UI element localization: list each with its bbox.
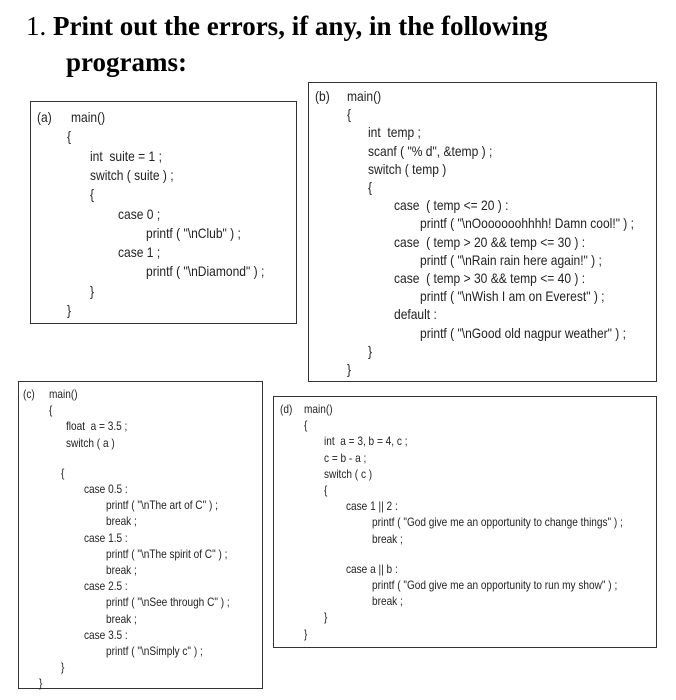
program-d-box	[273, 396, 657, 648]
code-line: main()	[304, 402, 333, 416]
code-line: printf ( "\nSee through C" ) ;	[106, 595, 230, 610]
code-line: switch ( a )	[66, 435, 115, 450]
code-line: case ( temp <= 20 ) :	[394, 197, 509, 214]
code-line: }	[39, 676, 43, 691]
code-line: }	[347, 361, 352, 377]
code-line: case 2.5 :	[84, 579, 128, 594]
code-line: default :	[394, 306, 437, 323]
code-line: printf ( "\nDiamond" ) ;	[146, 263, 265, 280]
code-line: int temp ;	[368, 124, 421, 141]
code-line: printf ( "\nSimply c" ) ;	[106, 644, 203, 658]
code-line: case a || b :	[346, 561, 398, 576]
code-line: case ( temp > 20 && temp <= 30 ) :	[394, 233, 586, 250]
code-line: case 1 || 2 :	[346, 499, 398, 514]
code-line: switch ( suite ) ;	[90, 166, 174, 183]
code-line: printf ( "\nWish I am on Everest" ) ;	[420, 288, 605, 305]
code-line: {	[67, 128, 72, 145]
program-b-label: (b)	[315, 88, 330, 104]
code-line: case ( temp > 30 && temp <= 40 ) :	[394, 270, 586, 286]
program-a-label: (a)	[37, 109, 52, 125]
code-line: main()	[71, 109, 106, 125]
code-line: {	[324, 483, 328, 497]
code-line: {	[49, 403, 53, 418]
code-line: {	[90, 186, 95, 203]
code-line: main()	[347, 88, 382, 104]
code-line: printf ( "\nGood old nagpur weather" ) ;	[420, 324, 626, 341]
code-line: break ;	[372, 531, 403, 546]
program-c-label: (c)	[23, 387, 35, 401]
exercise-instruction-cont: programs:	[66, 47, 187, 77]
code-line: }	[61, 660, 65, 675]
code-line: printf ( "God give me an opportunity to change things" ) ;	[372, 515, 623, 530]
code-line: printf ( "\nThe art of C" ) ;	[106, 498, 218, 513]
code-line: switch ( temp )	[368, 160, 447, 177]
code-line: {	[304, 418, 308, 433]
code-line: case 0.5 :	[84, 482, 128, 496]
code-line: c = b - a ;	[324, 450, 367, 465]
code-line: printf ( "\nThe spirit of C" ) ;	[106, 546, 228, 561]
code-line: int suite = 1 ;	[90, 147, 162, 164]
code-line: float a = 3.5 ;	[66, 419, 128, 434]
exercise-number: 1.	[26, 11, 47, 41]
exercise-instruction: Print out the errors, if any, in the following	[53, 11, 548, 41]
program-b-box	[308, 82, 657, 382]
code-line: {	[347, 106, 352, 123]
code-line: break ;	[106, 514, 137, 529]
code-line: break ;	[372, 594, 403, 609]
code-line: scanf ( "% d", &temp ) ;	[368, 142, 493, 159]
code-line: int a = 3, b = 4, c ;	[324, 434, 408, 449]
code-line: case 3.5 :	[84, 627, 128, 642]
code-line: case 0 ;	[118, 205, 161, 222]
code-line: {	[368, 179, 373, 195]
code-line: case 1.5 :	[84, 530, 128, 545]
code-line: case 1 ;	[118, 244, 161, 261]
code-line: printf ( "\nClub" ) ;	[146, 224, 241, 241]
code-line: }	[90, 282, 95, 299]
code-line: main()	[49, 387, 78, 401]
exercise-heading	[26, 8, 666, 80]
program-c-box	[18, 381, 263, 689]
code-line: break ;	[106, 563, 137, 577]
code-line: printf ( "\nRain rain here again!" ) ;	[420, 251, 602, 268]
code-line: switch ( c )	[324, 466, 373, 481]
code-line: }	[368, 342, 373, 359]
code-line: printf ( "\nOoooooohhhh! Damn cool!" ) ;	[420, 215, 635, 232]
code-line: }	[67, 302, 72, 318]
program-d-label: (d)	[280, 402, 293, 416]
code-line: break ;	[106, 611, 137, 626]
code-line: }	[324, 610, 328, 625]
code-line: printf ( "God give me an opportunity to run my show" ) ;	[372, 578, 618, 592]
code-line: }	[304, 626, 308, 641]
program-a-box	[30, 101, 297, 324]
code-line: {	[61, 465, 65, 480]
